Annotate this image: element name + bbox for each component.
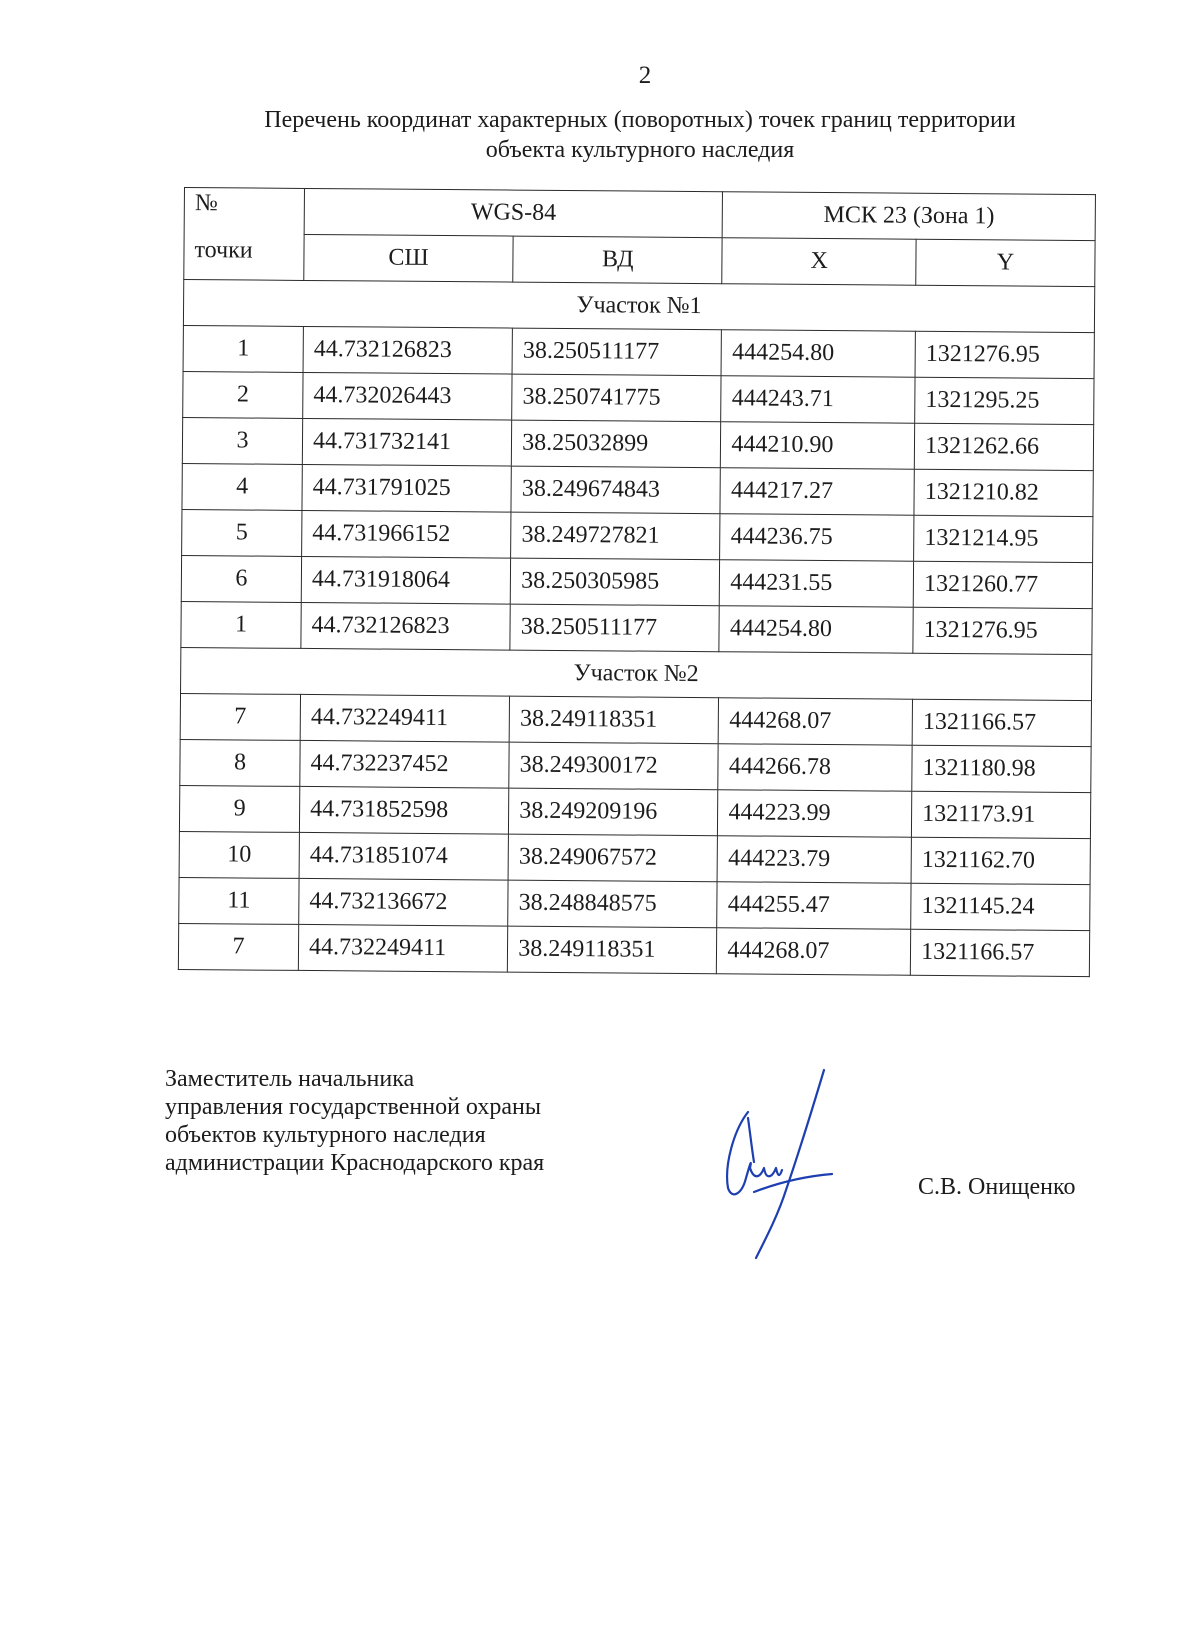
y-coordinate-cell: 1321262.66 bbox=[914, 423, 1093, 470]
coordinates-table bbox=[178, 187, 1096, 977]
position-line-2: управления государственной охраны bbox=[165, 1094, 541, 1120]
header-wgs84: WGS-84 bbox=[304, 188, 723, 237]
y-coordinate-cell: 1321145.24 bbox=[911, 883, 1090, 930]
title-line-1: Перечень координат характерных (поворотных) точек границ территории bbox=[264, 107, 1016, 133]
header-number-symbol: № bbox=[194, 190, 218, 217]
x-coordinate-cell: 444268.07 bbox=[719, 698, 913, 746]
point-number-cell: 11 bbox=[179, 877, 299, 924]
header-msk23: МСК 23 (Зона 1) bbox=[723, 192, 1096, 241]
header-number-word: точки bbox=[194, 237, 253, 264]
latitude-cell: 44.731851074 bbox=[299, 832, 509, 880]
table-row bbox=[180, 739, 1091, 792]
table-row bbox=[183, 371, 1094, 424]
position-line-1: Заместитель начальника bbox=[165, 1066, 415, 1092]
position-line-3: объектов культурного наследия bbox=[165, 1122, 486, 1148]
longitude-cell: 38.249118351 bbox=[508, 926, 718, 974]
x-coordinate-cell: 444217.27 bbox=[720, 468, 914, 516]
y-coordinate-cell: 1321295.25 bbox=[915, 377, 1094, 424]
section-title: Участок №2 bbox=[181, 647, 1092, 700]
latitude-cell: 44.731918064 bbox=[301, 556, 511, 604]
table-row bbox=[180, 693, 1091, 746]
longitude-cell: 38.250305985 bbox=[510, 558, 720, 606]
section-row bbox=[181, 647, 1092, 700]
header-y: Y bbox=[916, 239, 1095, 286]
header-longitude: ВД bbox=[513, 236, 723, 284]
section-row bbox=[183, 280, 1094, 333]
point-number-cell: 6 bbox=[181, 555, 301, 602]
point-number-cell: 4 bbox=[182, 463, 302, 510]
table-row bbox=[179, 831, 1090, 884]
header-x: X bbox=[722, 238, 916, 286]
y-coordinate-cell: 1321166.57 bbox=[910, 929, 1089, 976]
x-coordinate-cell: 444210.90 bbox=[721, 422, 915, 470]
title-line-2: объекта культурного наследия bbox=[485, 137, 795, 163]
page-number: 2 bbox=[638, 62, 652, 89]
header-latitude: СШ bbox=[304, 234, 514, 282]
signer-name: С.В. Онищенко bbox=[918, 1174, 1076, 1200]
table-row bbox=[182, 463, 1093, 516]
position-line-4: администрации Краснодарского края bbox=[165, 1150, 545, 1176]
y-coordinate-cell: 1321260.77 bbox=[913, 561, 1092, 608]
latitude-cell: 44.731852598 bbox=[299, 786, 509, 834]
longitude-cell: 38.250741775 bbox=[512, 374, 722, 422]
point-number-cell: 8 bbox=[180, 739, 300, 786]
table-row bbox=[179, 877, 1090, 930]
latitude-cell: 44.732126823 bbox=[301, 602, 511, 650]
point-number-cell: 7 bbox=[178, 923, 298, 970]
point-number-cell: 2 bbox=[183, 371, 303, 418]
x-coordinate-cell: 444255.47 bbox=[717, 882, 911, 930]
x-coordinate-cell: 444231.55 bbox=[720, 560, 914, 608]
signature-stroke-cross bbox=[754, 1174, 832, 1192]
header-row-top bbox=[184, 188, 1095, 241]
table-row bbox=[183, 325, 1094, 378]
point-number-cell: 5 bbox=[182, 509, 302, 556]
point-number-cell: 9 bbox=[179, 785, 299, 832]
signature-stroke-accent bbox=[748, 1118, 754, 1162]
latitude-cell: 44.731732141 bbox=[302, 418, 512, 466]
x-coordinate-cell: 444266.78 bbox=[718, 744, 912, 792]
x-coordinate-cell: 444254.80 bbox=[719, 606, 913, 654]
point-number-cell: 3 bbox=[182, 417, 302, 464]
table-row bbox=[181, 555, 1092, 608]
latitude-cell: 44.732136672 bbox=[299, 878, 509, 926]
point-number-cell: 1 bbox=[181, 601, 301, 648]
x-coordinate-cell: 444236.75 bbox=[720, 514, 914, 562]
y-coordinate-cell: 1321214.95 bbox=[914, 515, 1093, 562]
latitude-cell: 44.732249411 bbox=[300, 694, 510, 742]
y-coordinate-cell: 1321276.95 bbox=[915, 331, 1094, 378]
x-coordinate-cell: 444254.80 bbox=[721, 330, 915, 378]
x-coordinate-cell: 444223.99 bbox=[718, 790, 912, 838]
longitude-cell: 38.25032899 bbox=[512, 420, 722, 468]
longitude-cell: 38.249674843 bbox=[511, 466, 721, 514]
x-coordinate-cell: 444243.71 bbox=[721, 376, 915, 424]
latitude-cell: 44.732249411 bbox=[298, 924, 508, 972]
table-row bbox=[182, 417, 1093, 470]
longitude-cell: 38.250511177 bbox=[512, 328, 722, 376]
signature-position bbox=[165, 1065, 544, 1177]
latitude-cell: 44.731966152 bbox=[302, 510, 512, 558]
longitude-cell: 38.249727821 bbox=[511, 512, 721, 560]
handwritten-signature bbox=[720, 1060, 870, 1260]
signature-stroke-main bbox=[756, 1070, 824, 1258]
header-point-number bbox=[184, 188, 305, 281]
y-coordinate-cell: 1321173.91 bbox=[912, 791, 1091, 838]
point-number-cell: 10 bbox=[179, 831, 299, 878]
x-coordinate-cell: 444223.79 bbox=[717, 836, 911, 884]
latitude-cell: 44.732126823 bbox=[303, 326, 513, 374]
y-coordinate-cell: 1321166.57 bbox=[912, 699, 1091, 746]
longitude-cell: 38.248848575 bbox=[508, 880, 718, 928]
x-coordinate-cell: 444268.07 bbox=[717, 928, 911, 976]
table-row bbox=[182, 509, 1093, 562]
document-title bbox=[180, 105, 1100, 165]
longitude-cell: 38.249209196 bbox=[509, 788, 719, 836]
latitude-cell: 44.732237452 bbox=[300, 740, 510, 788]
point-number-cell: 1 bbox=[183, 325, 303, 372]
point-number-cell: 7 bbox=[180, 693, 300, 740]
latitude-cell: 44.731791025 bbox=[302, 464, 512, 512]
section-title: Участок №1 bbox=[183, 280, 1094, 333]
table-row bbox=[181, 601, 1092, 654]
latitude-cell: 44.732026443 bbox=[303, 372, 513, 420]
signature-stroke-loop bbox=[727, 1112, 782, 1194]
longitude-cell: 38.250511177 bbox=[510, 604, 720, 652]
table-row bbox=[179, 785, 1090, 838]
y-coordinate-cell: 1321210.82 bbox=[914, 469, 1093, 516]
header-row-bottom bbox=[184, 234, 1095, 287]
y-coordinate-cell: 1321162.70 bbox=[911, 837, 1090, 884]
table-row bbox=[178, 923, 1089, 976]
longitude-cell: 38.249300172 bbox=[509, 742, 719, 790]
longitude-cell: 38.249118351 bbox=[509, 696, 719, 744]
y-coordinate-cell: 1321276.95 bbox=[913, 607, 1092, 654]
longitude-cell: 38.249067572 bbox=[508, 834, 718, 882]
table-body bbox=[178, 280, 1094, 977]
y-coordinate-cell: 1321180.98 bbox=[912, 745, 1091, 792]
